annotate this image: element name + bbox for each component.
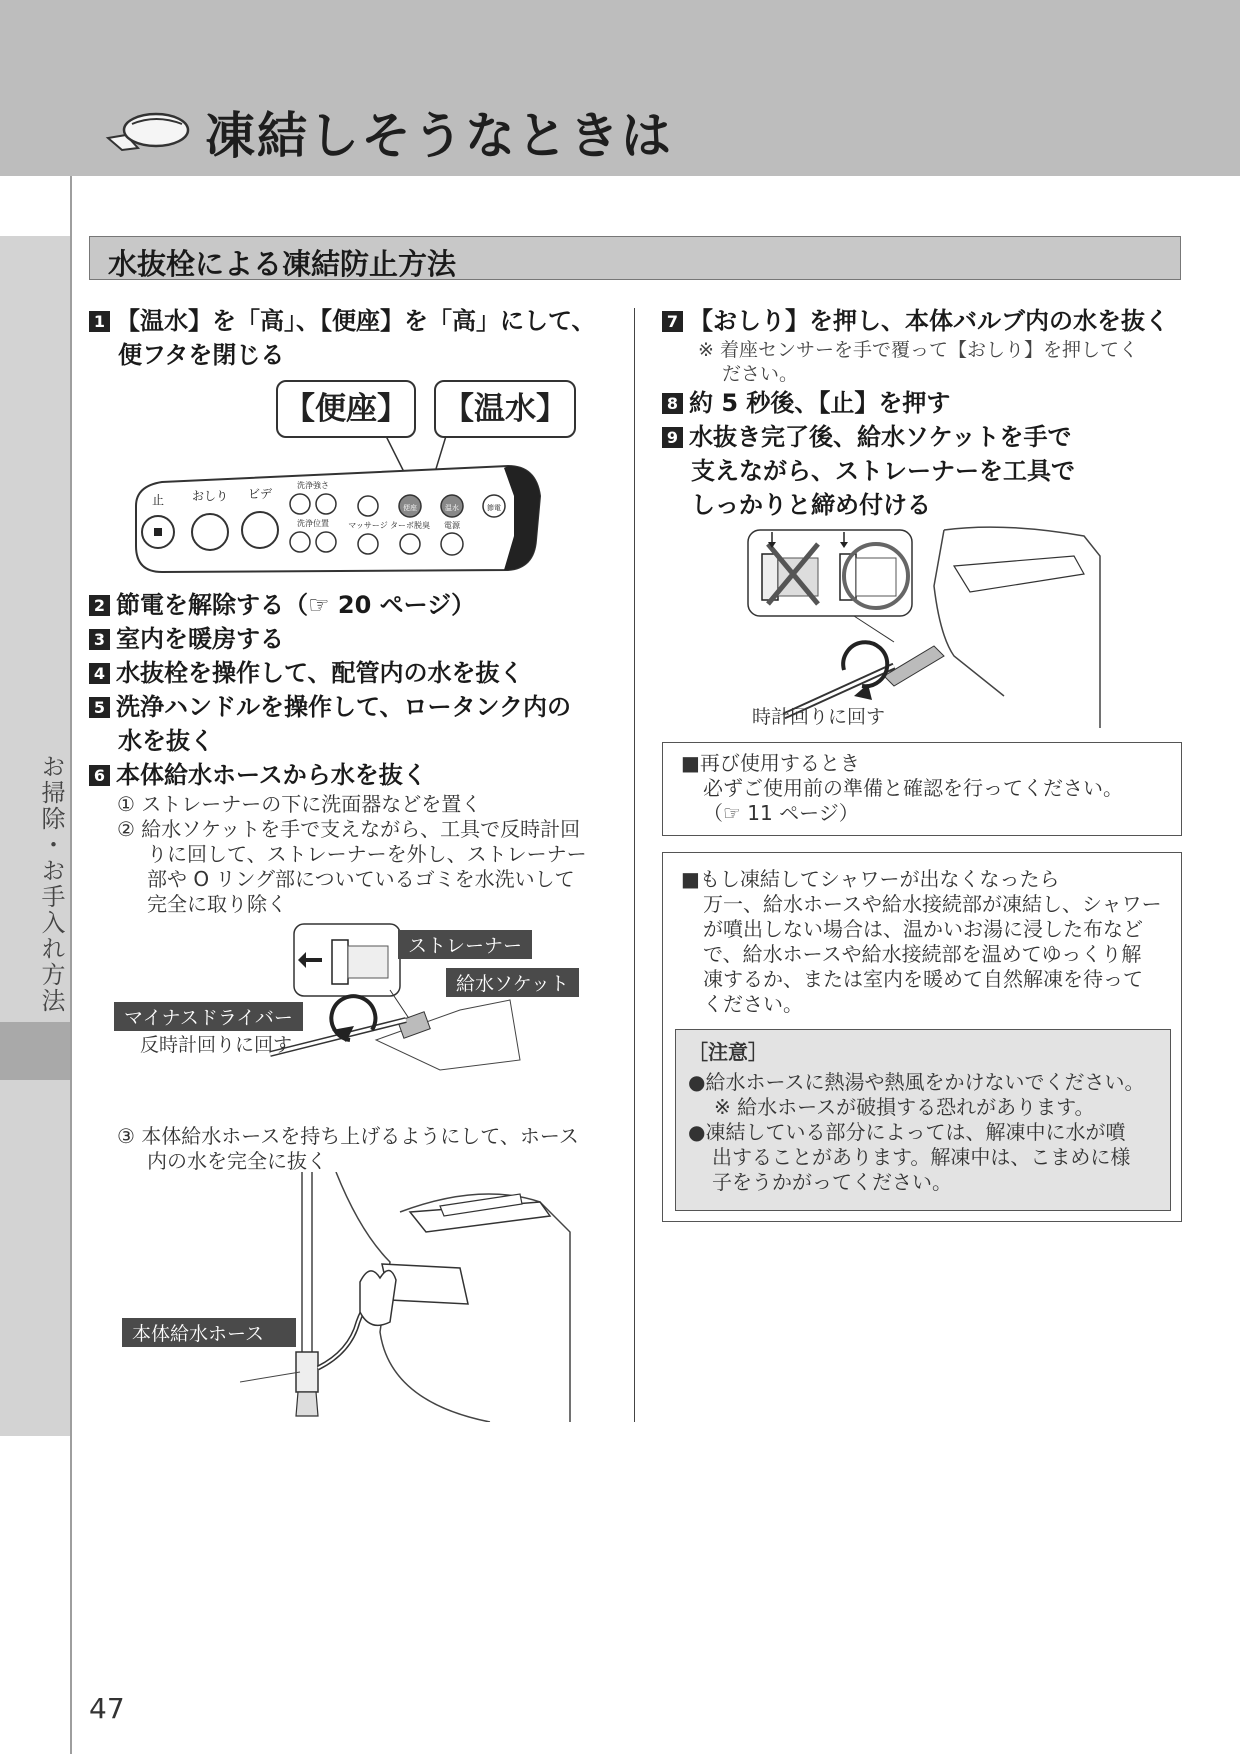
step-text: 洗浄ハンドルを操作して、ロータンク内の xyxy=(116,693,572,721)
callout-warm-water: 【温水】 xyxy=(434,380,576,438)
step-text: 節電を解除する（☞ 20 ページ） xyxy=(116,591,476,619)
section-header xyxy=(89,236,1181,280)
step-number: 7 xyxy=(662,311,683,332)
step-6-sub-2 xyxy=(117,817,587,917)
toilet-hose-illustration xyxy=(240,1172,580,1422)
caution-item: ●給水ホースに熱湯や熱風をかけないでください。 xyxy=(688,1070,1145,1094)
sub-text: 完全に取り除く xyxy=(147,892,287,916)
margin-rule xyxy=(70,176,72,1754)
svg-text:節電: 節電 xyxy=(487,504,501,512)
reuse-info-box xyxy=(662,742,1182,836)
box-text: （☞ 11 ページ） xyxy=(703,801,859,825)
caution-item: ●凍結している部分によっては、解凍中に水が噴 xyxy=(688,1120,1126,1144)
svg-text:温水: 温水 xyxy=(445,504,459,512)
box-text: 必ずご使用前の準備と確認を行ってください。 xyxy=(703,776,1123,800)
step-3 xyxy=(89,622,284,656)
step-number: 8 xyxy=(662,393,683,414)
step-text: 約 5 秒後、【止】を押す xyxy=(689,389,951,417)
socket-label: 給水ソケット xyxy=(446,968,579,997)
sub-text: 内の水を完全に抜く xyxy=(147,1149,327,1173)
toilet-seat-icon xyxy=(104,108,194,158)
step-2 xyxy=(89,588,475,622)
callout-seat: 【便座】 xyxy=(276,380,416,438)
step-text-cont: しっかりと締め付ける xyxy=(691,491,931,519)
step-1 xyxy=(89,304,596,372)
cw-caption: 時計回りに回す xyxy=(752,706,886,728)
step-text: 【おしり】を押し、本体バルブ内の水を抜く xyxy=(689,307,1169,335)
column-divider xyxy=(634,308,635,1422)
step-text-cont: 支えながら、ストレーナーを工具で xyxy=(691,457,1075,485)
step-4 xyxy=(89,656,524,690)
step-number: 6 xyxy=(89,765,110,786)
sub-text: 部や O リング部についているゴミを水洗いして xyxy=(147,867,575,891)
box-text: ください。 xyxy=(703,992,803,1016)
hose-label: 本体給水ホース xyxy=(122,1318,296,1347)
step-number: 9 xyxy=(662,427,683,448)
sub-text: ③ 本体給水ホースを持ち上げるようにして、ホース xyxy=(117,1124,579,1148)
svg-text:止: 止 xyxy=(151,493,165,507)
side-section-label: お掃除・お手入れ方法 xyxy=(37,754,65,1014)
sub-text: ② 給水ソケットを手で支えながら、工具で反時計回 xyxy=(117,817,581,841)
step-number: 1 xyxy=(89,311,110,332)
control-panel-illustration xyxy=(132,436,552,578)
step-number: 4 xyxy=(89,663,110,684)
step-text: 水抜き完了後、給水ソケットを手で xyxy=(689,423,1072,451)
svg-text:ターボ脱臭: ターボ脱臭 xyxy=(390,521,430,530)
note-text: ※ 着座センサーを手で覆って【おしり】を押してく xyxy=(698,339,1138,361)
section-title: 水抜栓による凍結防止方法 xyxy=(108,247,457,281)
caution-item-cont: 出することがあります。解凍中は、こまめに様 xyxy=(712,1145,1131,1169)
ccw-caption: 反時計回りに回す xyxy=(140,1034,293,1056)
step-number: 2 xyxy=(89,595,110,616)
step-text-cont: 便フタを閉じる xyxy=(118,341,285,369)
side-tab-marker xyxy=(0,1022,70,1080)
step-7 xyxy=(662,304,1169,338)
driver-label: マイナスドライバー xyxy=(114,1002,303,1031)
svg-text:洗浄強さ: 洗浄強さ xyxy=(297,481,329,490)
step-text-cont: 水を抜く xyxy=(118,727,214,755)
box-text: 万一、給水ホースや給水接続部が凍結し、シャワー xyxy=(703,892,1162,916)
caution-box xyxy=(675,1029,1171,1211)
step-text: 室内を暖房する xyxy=(116,625,284,653)
box-text: 凍するか、または室内を暖めて自然解凍を待って xyxy=(703,967,1143,991)
step-text: 【温水】を「高」、【便座】を「高」にして、 xyxy=(116,307,596,335)
svg-text:電源: 電源 xyxy=(444,521,460,530)
step-number: 5 xyxy=(89,697,110,718)
step-8 xyxy=(662,386,950,420)
box-text: が噴出しない場合は、温かいお湯に浸した布など xyxy=(703,917,1143,941)
step-9 xyxy=(662,420,1075,522)
strainer-tighten-illustration xyxy=(744,526,1104,728)
step-6-sub-1 xyxy=(117,792,481,817)
step-7-note xyxy=(698,338,1138,386)
frozen-info-box xyxy=(662,852,1182,1222)
svg-text:おしり: おしり xyxy=(191,489,229,503)
step-text: 本体給水ホースから水を抜く xyxy=(116,761,427,789)
step-number: 3 xyxy=(89,629,110,650)
svg-text:ビデ: ビデ xyxy=(247,487,273,501)
box-text: で、給水ホースや給水接続部を温めてゆっくり解 xyxy=(703,942,1142,966)
svg-text:洗浄位置: 洗浄位置 xyxy=(297,519,329,528)
strainer-label: ストレーナー xyxy=(398,930,532,959)
svg-text:便座: 便座 xyxy=(403,504,417,512)
box-title: ■再び使用するとき xyxy=(681,751,860,775)
page-title: 凍結しそうなときは xyxy=(205,107,673,165)
box-title: ■もし凍結してシャワーが出なくなったら xyxy=(681,867,1060,891)
step-6 xyxy=(89,758,427,792)
sub-text: りに回して、ストレーナーを外し、ストレーナー xyxy=(147,842,587,866)
step-text: 水抜栓を操作して、配管内の水を抜く xyxy=(116,659,524,687)
sub-text: ① ストレーナーの下に洗面器などを置く xyxy=(117,792,482,816)
caution-item-cont: 子をうかがってください。 xyxy=(712,1170,952,1194)
caution-note: ※ 給水ホースが破損する恐れがあります。 xyxy=(714,1095,1095,1119)
svg-text:マッサージ: マッサージ xyxy=(348,521,388,530)
step-6-sub-3 xyxy=(117,1124,579,1174)
caution-title: ［注意］ xyxy=(688,1040,768,1064)
step-5 xyxy=(89,690,571,758)
page-number: 47 xyxy=(89,1692,125,1725)
note-text: ださい。 xyxy=(722,363,799,385)
